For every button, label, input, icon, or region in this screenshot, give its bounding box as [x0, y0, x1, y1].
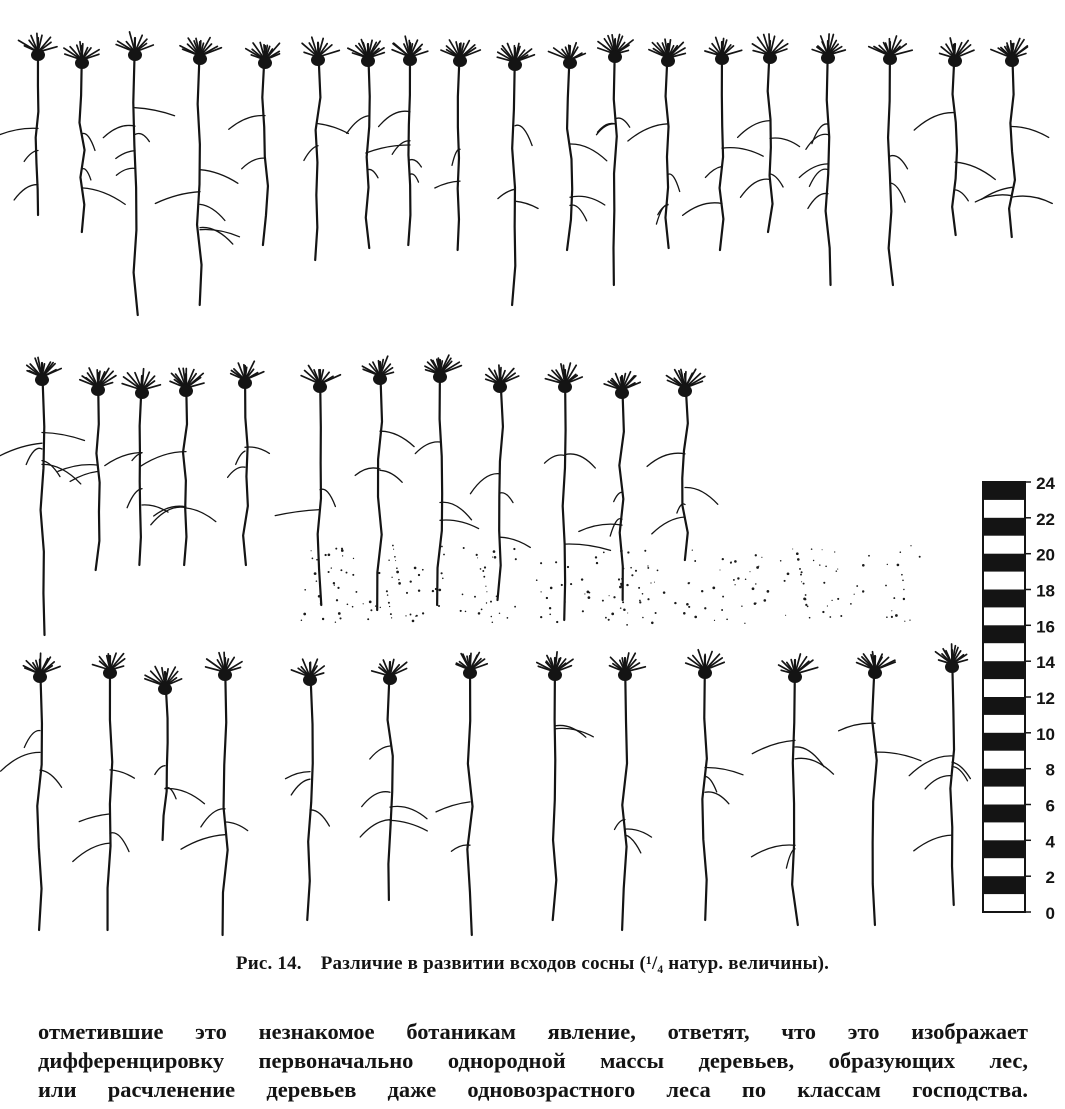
scale-ruler [983, 474, 1056, 923]
ruler-segment [983, 482, 1025, 500]
ruler-gap [995, 681, 1013, 695]
ruler-tick-label: 0 [1045, 904, 1055, 923]
pine-seedling [470, 365, 530, 600]
ruler-tick-label: 24 [1036, 474, 1055, 493]
pine-seedling [497, 44, 538, 306]
ruler-tick-label: 20 [1036, 545, 1055, 565]
ruler-segment [983, 769, 1025, 787]
pine-seedling [73, 653, 135, 930]
pine-seedling [355, 356, 414, 610]
pine-seedling [155, 38, 239, 305]
ruler-gap [995, 896, 1013, 910]
ruler-tick-label: 10 [1036, 724, 1055, 744]
ruler-tick-label: 18 [1036, 581, 1055, 601]
ruler-segment [983, 805, 1025, 823]
pine-seedling [628, 39, 685, 248]
pine-seedling [0, 33, 57, 215]
pine-seedling [909, 644, 970, 905]
pine-seedling [975, 39, 1052, 238]
figure-number: Рис. 14. [235, 953, 302, 974]
body-paragraph [38, 1017, 1028, 1104]
pine-seedling [58, 368, 116, 570]
pine-seedling [610, 653, 652, 930]
ruler-gap [995, 538, 1013, 552]
ruler-gap [995, 645, 1013, 659]
pine-seedling [415, 355, 478, 605]
pine-seedling [181, 652, 248, 935]
body-line-3: или расчленение деревьев даже одновозрастного леса по классам господства. [38, 1077, 1028, 1102]
ruler-segment [983, 590, 1025, 608]
pine-seedling [0, 357, 85, 635]
ruler-tick-label: 8 [1045, 760, 1055, 780]
pine-seedling [286, 659, 330, 920]
pine-seedling [228, 361, 270, 565]
figure-caption-text: Различие в развитии всходов сосны (¹/₄ натур. величины). [320, 953, 830, 974]
pine-seedling [435, 40, 481, 250]
pine-seedling [145, 667, 205, 841]
pine-seedling [869, 36, 912, 285]
figure-caption [0, 953, 1065, 975]
ruler-gap [995, 824, 1013, 838]
ruler-segment [983, 661, 1025, 679]
pine-seedling [579, 372, 640, 600]
body-line-2: дифференцировку первоначально однородной массы деревьев, образующих лес, [38, 1048, 1028, 1073]
pine-seedling [597, 35, 634, 286]
pine-seedling [366, 36, 428, 245]
ruler-tick-label: 4 [1045, 832, 1055, 852]
top-row [0, 32, 1052, 315]
ruler-segment [983, 518, 1025, 536]
ruler-tick-label: 2 [1045, 868, 1055, 888]
pine-seedling [686, 650, 743, 920]
ruler-tick-label: 16 [1036, 617, 1055, 637]
pine-seedling [302, 37, 348, 260]
pine-seedling [683, 37, 764, 250]
ruler-gap [995, 609, 1013, 623]
ruler-tick-label: 6 [1045, 796, 1055, 816]
ruler-tick-label: 12 [1036, 689, 1055, 708]
pine-seedling [545, 363, 611, 620]
ruler-tick-label: 22 [1036, 509, 1055, 529]
pine-seedling [549, 43, 607, 250]
ruler-gap [995, 860, 1013, 874]
pine-seedling [105, 369, 168, 565]
pine-seedling [914, 38, 995, 235]
pine-seedling [360, 660, 427, 901]
ruler-gap [995, 574, 1013, 588]
pine-seedling [229, 43, 280, 246]
pine-seedling [275, 366, 340, 606]
pine-seedling [347, 40, 385, 248]
ruler-segment [983, 554, 1025, 572]
ruler-segment [983, 840, 1025, 858]
ruler-gap [995, 753, 1013, 767]
middle-row [0, 355, 718, 635]
ruler-gap [995, 789, 1013, 803]
body-line-1: отметившие это незнакомое ботаникам явление, ответят, что это изображает [38, 1019, 1028, 1044]
pine-seedling [141, 368, 216, 565]
print-speckles [301, 545, 921, 626]
ruler-segment [983, 733, 1025, 751]
ruler-segment [983, 876, 1025, 894]
ruler-gap [995, 502, 1013, 516]
pine-seedling [537, 652, 594, 920]
pine-seedling [799, 34, 845, 285]
ruler-segment [983, 697, 1025, 715]
bottom-row [1, 644, 971, 935]
ruler-tick-label: 14 [1036, 653, 1055, 673]
pine-seedling [839, 652, 921, 925]
pine-seedling [752, 654, 834, 925]
pine-seedling [436, 653, 487, 936]
pine-seedling [738, 34, 800, 232]
pine-seedling [1, 653, 62, 930]
pine-seedling [64, 42, 125, 232]
pine-seedling [647, 369, 718, 560]
ruler-gap [995, 717, 1013, 731]
seedling-rows [0, 32, 1052, 935]
pine-seedling [103, 32, 174, 315]
ruler-segment [983, 625, 1025, 643]
